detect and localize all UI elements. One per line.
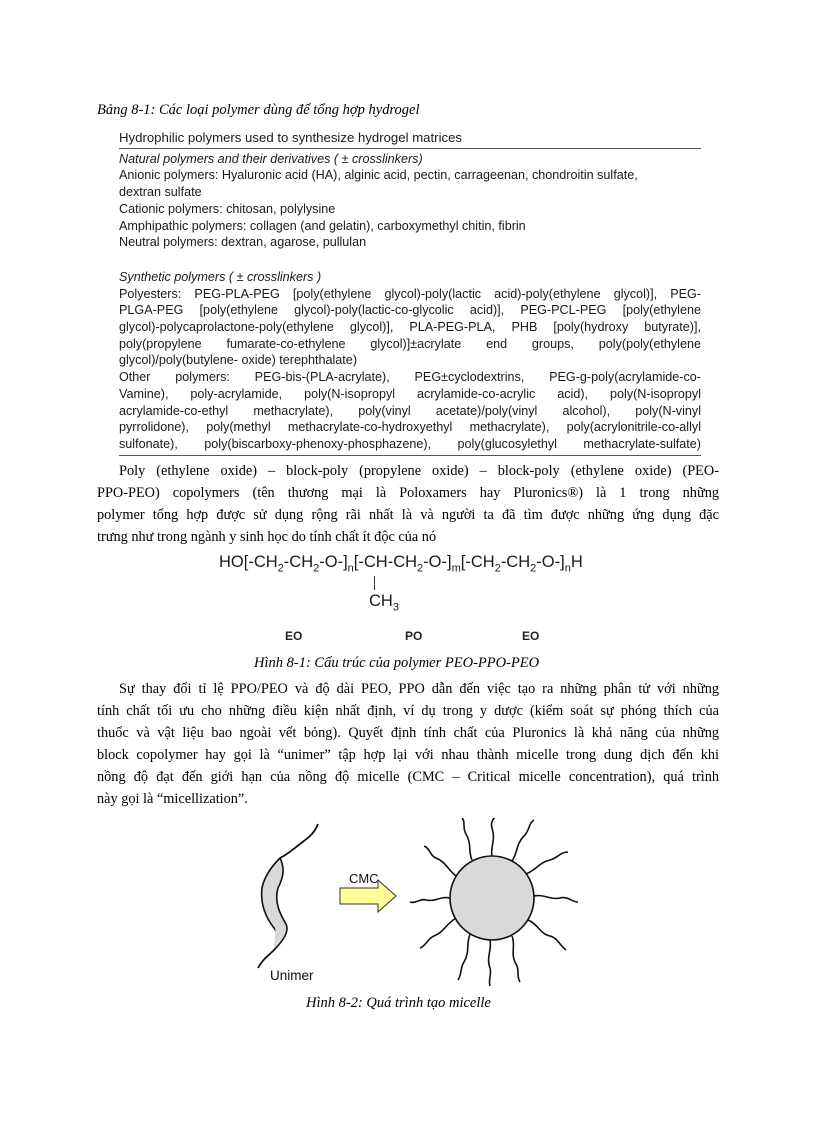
paragraph-poloxamers bbox=[97, 460, 719, 548]
micelle-core bbox=[450, 856, 534, 940]
cationic-polymers: Cationic polymers: chitosan, polylysine bbox=[119, 201, 336, 216]
other-polymers-line: sulfonate), poly(biscarboxy-phenoxy-phosphazene), poly(glucosylethyl methacrylate-sulfate) bbox=[119, 436, 701, 451]
paragraph-line: này gọi là “micellization”. bbox=[97, 791, 248, 807]
table-header-rule bbox=[119, 148, 701, 149]
paragraph-line: thuốc và vật liệu bao ngoài vết bỏng). Quyết định tính chất của Pluronics là khả năng của những bbox=[97, 725, 719, 741]
paragraph-line: block copolymer hay gọi là “unimer” tập hợp lại với nhau thành micelle trong dung dịch đến khi bbox=[97, 747, 719, 763]
figure1-caption: Hình 8-1: Cấu trúc của polymer PEO-PPO-PEO bbox=[254, 655, 540, 671]
polyesters-line: Polyesters: PEG-PLA-PEG [poly(ethylene glycol)-poly(lactic acid)-poly(ethylene glycol)], PEG- bbox=[119, 286, 701, 301]
other-polymers-line: Vamine), poly-acrylamide, poly(N-isopropyl acrylamide-co-acrylic acid), poly(N-isopropyl bbox=[119, 386, 701, 401]
anionic-polymers: Anionic polymers: Hyaluronic acid (HA), alginic acid, pectin, carrageenan, chondroitin sulfate, bbox=[119, 168, 638, 183]
other-polymers-line: acrylamide-co-ethyl methacrylate), poly(vinyl acetate)/poly(vinyl alcohol), poly(N-vinyl bbox=[119, 403, 701, 418]
po-label: PO bbox=[405, 629, 423, 643]
polyesters-line: glycol)-polycaprolactone-poly(ethylene glycol)], PLA-PEG-PLA, PHB [poly(hydroxy butyrate)], bbox=[119, 320, 701, 335]
paragraph-micellization bbox=[97, 678, 719, 810]
paragraph-line: trưng như trong ngành y sinh học do tính chất ít độc của nó bbox=[97, 529, 437, 545]
paragraph-line: Poly (ethylene oxide) – block-poly (propylene oxide) – block-poly (ethylene oxide) (PEO- bbox=[119, 463, 719, 479]
figure2-caption: Hình 8-2: Quá trình tạo micelle bbox=[306, 995, 491, 1011]
eo-label-left: EO bbox=[285, 629, 303, 643]
micelle-illustration bbox=[410, 818, 578, 986]
paragraph-line: nồng độ đạt đến giới hạn của nồng độ micelle (CMC – Critical micelle concentration), quá trình bbox=[97, 769, 719, 785]
polyesters-line: poly(propylene fumarate-co-ethylene glycol)]±acrylate end groups, poly(poly(ethylene bbox=[119, 336, 701, 351]
paragraph-line: tính chất tối ưu cho những điều kiện nhất định, ví dụ trong y dược (kiểm soát sự phóng thích của bbox=[97, 703, 719, 719]
table-header: Hydrophilic polymers used to synthesize hydrogel matrices bbox=[119, 130, 463, 145]
synthetic-polymers-title: Synthetic polymers ( ± crosslinkers ) bbox=[119, 269, 322, 284]
methyl-bond bbox=[374, 576, 375, 590]
natural-polymers-title: Natural polymers and their derivatives ( ± crosslinkers) bbox=[119, 151, 423, 166]
amphipathic-polymers: Amphipathic polymers: collagen (and gelatin), carboxymethyl chitin, fibrin bbox=[119, 218, 526, 233]
cmc-label: CMC bbox=[349, 871, 379, 886]
paragraph-line: Sự thay đổi tỉ lệ PPO/PEO và độ dài PEO, PPO dẫn đến việc tạo ra những phân tử với những bbox=[119, 681, 719, 697]
methyl-group: $CH_3$ bbox=[369, 592, 399, 614]
table-caption: Bảng 8-1: Các loại polymer dùng để tổng hợp hydrogel bbox=[97, 102, 420, 118]
eo-label-right: EO bbox=[522, 629, 540, 643]
anionic-polymers-cont: dextran sulfate bbox=[119, 185, 202, 200]
other-polymers-line: Other polymers: PEG-bis-(PLA-acrylate), PEG±cyclodextrins, PEG-g-poly(acrylamide-co- bbox=[119, 370, 701, 385]
paragraph-line: polymer tổng hợp được sử dụng rộng rãi nhất là và người ta đã tìm được những ứng dụng đặc bbox=[97, 507, 719, 523]
peo-ppo-peo-formula: $HO[-CH_2-CH_2-O-]_n[-CH-CH_2-O-]_m[-CH_2-CH_2-O-]_nH$ bbox=[219, 553, 583, 575]
table-bottom-rule bbox=[119, 455, 701, 456]
polyesters-line: PLGA-PEG [poly(ethylene glycol)-poly(lactic-co-glycolic acid)], PEG-PCL-PEG [poly(ethylene bbox=[119, 303, 701, 318]
unimer-label: Unimer bbox=[270, 968, 314, 983]
neutral-polymers: Neutral polymers: dextran, agarose, pullulan bbox=[119, 235, 367, 250]
paragraph-line: PPO-PEO) copolymers (tên thương mại là Poloxamers hay Pluronics®) là 1 trong những bbox=[97, 485, 719, 501]
polymer-table bbox=[119, 130, 701, 456]
micelle-figure bbox=[240, 818, 580, 988]
polyesters-line: glycol)/poly(butylene- oxide) terephthalate) bbox=[119, 353, 358, 368]
unimer-illustration bbox=[258, 824, 318, 968]
other-polymers-line: pyrrolidone), poly(methyl methacrylate-co-hydroxyethyl methacrylate), poly(acrylonitrile-co-allyl bbox=[119, 420, 701, 435]
